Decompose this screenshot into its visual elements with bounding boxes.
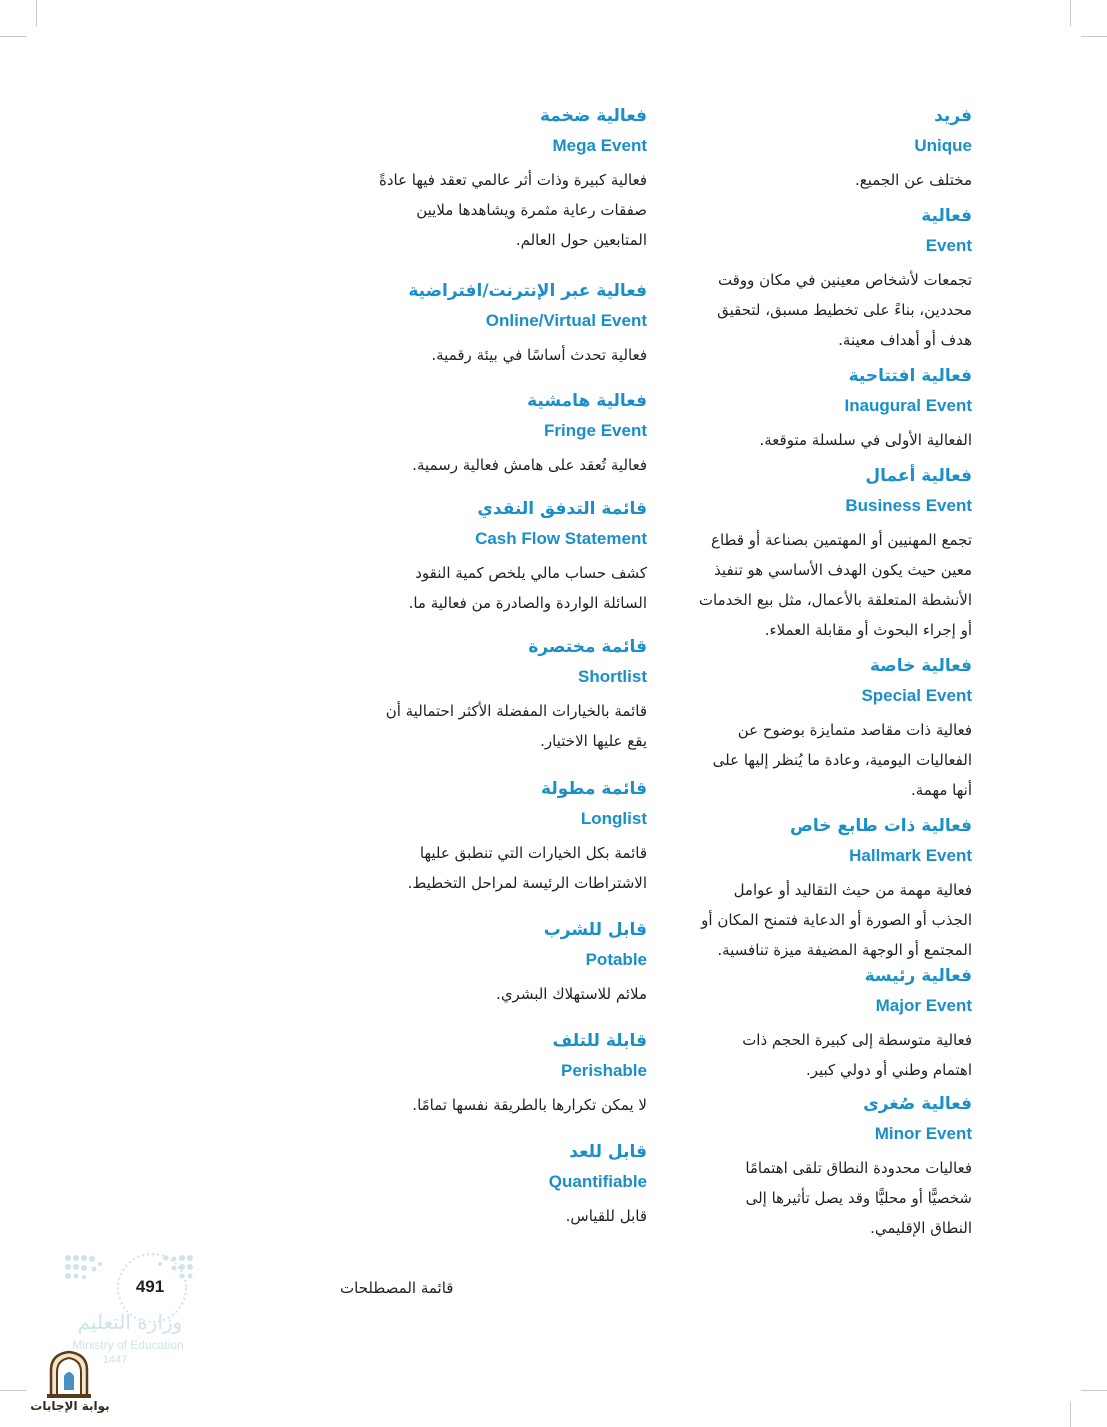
crop-mark bbox=[1070, 0, 1071, 26]
term-definition-line: الفعاليات اليومية، وعادة ما يُنظر إليها على bbox=[712, 751, 972, 769]
term-english: Unique bbox=[914, 136, 972, 155]
glossary-entry bbox=[660, 363, 972, 463]
term-definition-line: فعالية تُعقد على هامش فعالية رسمية. bbox=[412, 456, 647, 474]
term-definition-line: المجتمع أو الوجهة المضيفة ميزة تنافسية. bbox=[717, 941, 972, 959]
crop-mark bbox=[1081, 1390, 1107, 1391]
gate-arch-icon bbox=[47, 1350, 91, 1398]
term-arabic: فعالية bbox=[921, 206, 972, 226]
term-arabic: فعالية ضخمة bbox=[539, 106, 647, 126]
term-english: Special Event bbox=[861, 686, 972, 705]
term-english: Mega Event bbox=[552, 136, 647, 155]
term-definition-line: أنها مهمة. bbox=[910, 781, 972, 799]
term-definition-line: الجذب أو الصورة أو الدعاية فتمنح المكان أو bbox=[701, 911, 972, 929]
term-definition-line: الأنشطة المتعلقة بالأعمال، مثل بيع الخدمات bbox=[698, 591, 972, 609]
glossary-entry bbox=[330, 1139, 647, 1239]
term-arabic: فريد bbox=[934, 106, 972, 126]
term-english: Inaugural Event bbox=[844, 396, 972, 415]
term-arabic: قائمة مطولة bbox=[541, 779, 647, 799]
term-definition-line: فعالية مهمة من حيث التقاليد أو عوامل bbox=[733, 881, 972, 899]
term-english: Online/Virtual Event bbox=[485, 311, 647, 330]
glossary-entry bbox=[330, 103, 647, 278]
term-definition-line: كشف حساب مالي يلخص كمية النقود bbox=[415, 564, 647, 582]
term-english: Minor Event bbox=[874, 1124, 972, 1143]
term-english: Potable bbox=[585, 950, 647, 969]
term-definition-line: ملائم للاستهلاك البشري. bbox=[496, 985, 647, 1003]
term-definition-line: السائلة الواردة والصادرة من فعالية ما. bbox=[408, 594, 647, 612]
crop-mark bbox=[1070, 1402, 1071, 1427]
ministry-year: 1447 bbox=[102, 1354, 128, 1366]
term-arabic: فعالية عبر الإنترنت/افتراضية bbox=[408, 281, 647, 301]
term-english: Perishable bbox=[561, 1061, 647, 1080]
term-english: Business Event bbox=[845, 496, 972, 515]
crop-mark bbox=[1081, 36, 1107, 37]
term-english: Hallmark Event bbox=[849, 846, 972, 865]
glossary-entry bbox=[330, 496, 647, 634]
term-english: Longlist bbox=[580, 809, 647, 828]
term-definition-line: فعالية متوسطة إلى كبيرة الحجم ذات bbox=[742, 1031, 972, 1049]
term-definition-line: قابل للقياس. bbox=[565, 1207, 647, 1225]
term-arabic: قائمة مختصرة bbox=[528, 637, 647, 657]
glossary-entry bbox=[330, 634, 647, 776]
term-arabic: فعالية ذات طابع خاص bbox=[789, 816, 972, 836]
ministry-name-arabic: وزارة التعليم bbox=[77, 1310, 183, 1334]
term-definition-line: قائمة بالخيارات المفضلة الأكثر احتمالية أن bbox=[385, 702, 647, 720]
term-arabic: فعالية خاصة bbox=[869, 656, 972, 676]
term-arabic: قابلة للتلف bbox=[552, 1031, 647, 1051]
ministry-name-english: Ministry of Education bbox=[72, 1338, 184, 1352]
term-definition-line: معين حيث يكون الهدف الأساسي هو تنفيذ bbox=[714, 561, 972, 579]
term-arabic: فعالية رئيسة bbox=[864, 966, 972, 986]
glossary-entry bbox=[330, 1028, 647, 1139]
section-title: قائمة المصطلحات bbox=[340, 1279, 454, 1297]
glossary-entry bbox=[330, 776, 647, 917]
term-definition-line: فعالية تحدث أساسًا في بيئة رقمية. bbox=[431, 346, 647, 364]
watermark-label: بوابة الإجابات bbox=[30, 1399, 110, 1413]
glossary-entry bbox=[660, 813, 972, 963]
term-english: Event bbox=[925, 236, 972, 255]
term-definition-line: فعالية كبيرة وذات أثر عالمي تعقد فيها عادةً bbox=[378, 171, 647, 189]
term-definition-line: مختلف عن الجميع. bbox=[854, 171, 972, 189]
term-english: Cash Flow Statement bbox=[475, 529, 647, 548]
term-arabic: قابل للشرب bbox=[543, 920, 647, 940]
term-definition-line: أو إجراء البحوث أو مقابلة العملاء. bbox=[764, 621, 972, 639]
crop-mark bbox=[0, 1390, 26, 1391]
glossary-entry bbox=[660, 103, 972, 203]
term-definition-line: قائمة بكل الخيارات التي تنطبق عليها bbox=[419, 844, 647, 862]
glossary-entry bbox=[330, 278, 647, 388]
term-definition-line: تجمع المهنيين أو المهتمين بصناعة أو قطاع bbox=[711, 531, 972, 549]
term-arabic: فعالية أعمال bbox=[865, 466, 972, 486]
glossary-column-left bbox=[330, 103, 647, 1239]
page-number: 491 bbox=[135, 1277, 165, 1296]
term-arabic: فعالية صُغرى bbox=[863, 1094, 972, 1114]
crop-mark bbox=[0, 36, 26, 37]
glossary-entry bbox=[660, 463, 972, 653]
term-english: Quantifiable bbox=[548, 1172, 647, 1191]
term-arabic: قابل للعد bbox=[569, 1142, 647, 1162]
glossary-entry bbox=[660, 963, 972, 1091]
term-english: Fringe Event bbox=[544, 421, 647, 440]
term-definition-line: الفعالية الأولى في سلسلة متوقعة. bbox=[759, 431, 972, 449]
glossary-entry bbox=[660, 203, 972, 363]
term-definition-line: لا يمكن تكرارها بالطريقة نفسها تمامًا. bbox=[412, 1096, 647, 1114]
term-definition-line: تجمعات لأشخاص معينين في مكان ووقت bbox=[717, 271, 972, 289]
term-definition-line: فعالية ذات مقاصد متمايزة بوضوح عن bbox=[737, 721, 972, 739]
term-english: Major Event bbox=[875, 996, 972, 1015]
term-definition-line: هدف أو أهداف معينة. bbox=[838, 331, 972, 349]
term-definition-line: صفقات رعاية مثمرة ويشاهدها ملايين bbox=[416, 201, 647, 219]
term-arabic: فعالية هامشية bbox=[527, 391, 647, 411]
term-english: Shortlist bbox=[578, 667, 647, 686]
term-arabic: فعالية افتتاحية bbox=[848, 366, 972, 386]
term-definition-line: فعاليات محدودة النطاق تلقى اهتمامًا bbox=[745, 1159, 972, 1177]
term-definition-line: يقع عليها الاختيار. bbox=[540, 732, 647, 750]
glossary-entry bbox=[330, 388, 647, 496]
crop-mark bbox=[36, 0, 37, 26]
term-definition-line: الاشتراطات الرئيسة لمراحل التخطيط. bbox=[407, 874, 647, 892]
glossary-entry bbox=[660, 653, 972, 813]
term-definition-line: محددين، بناءً على تخطيط مسبق، لتحقيق bbox=[717, 301, 972, 319]
glossary-entry bbox=[660, 1091, 972, 1251]
term-definition-line: النطاق الإقليمي. bbox=[870, 1219, 972, 1237]
term-definition-line: اهتمام وطني أو دولي كبير. bbox=[805, 1061, 972, 1079]
term-arabic: قائمة التدفق النقدي bbox=[477, 499, 647, 519]
glossary-column-right bbox=[660, 103, 972, 1251]
term-definition-line: المتابعين حول العالم. bbox=[515, 231, 647, 249]
term-definition-line: شخصيًّا أو محليًّا وقد يصل تأثيرها إلى bbox=[745, 1189, 972, 1207]
glossary-entry bbox=[330, 917, 647, 1028]
